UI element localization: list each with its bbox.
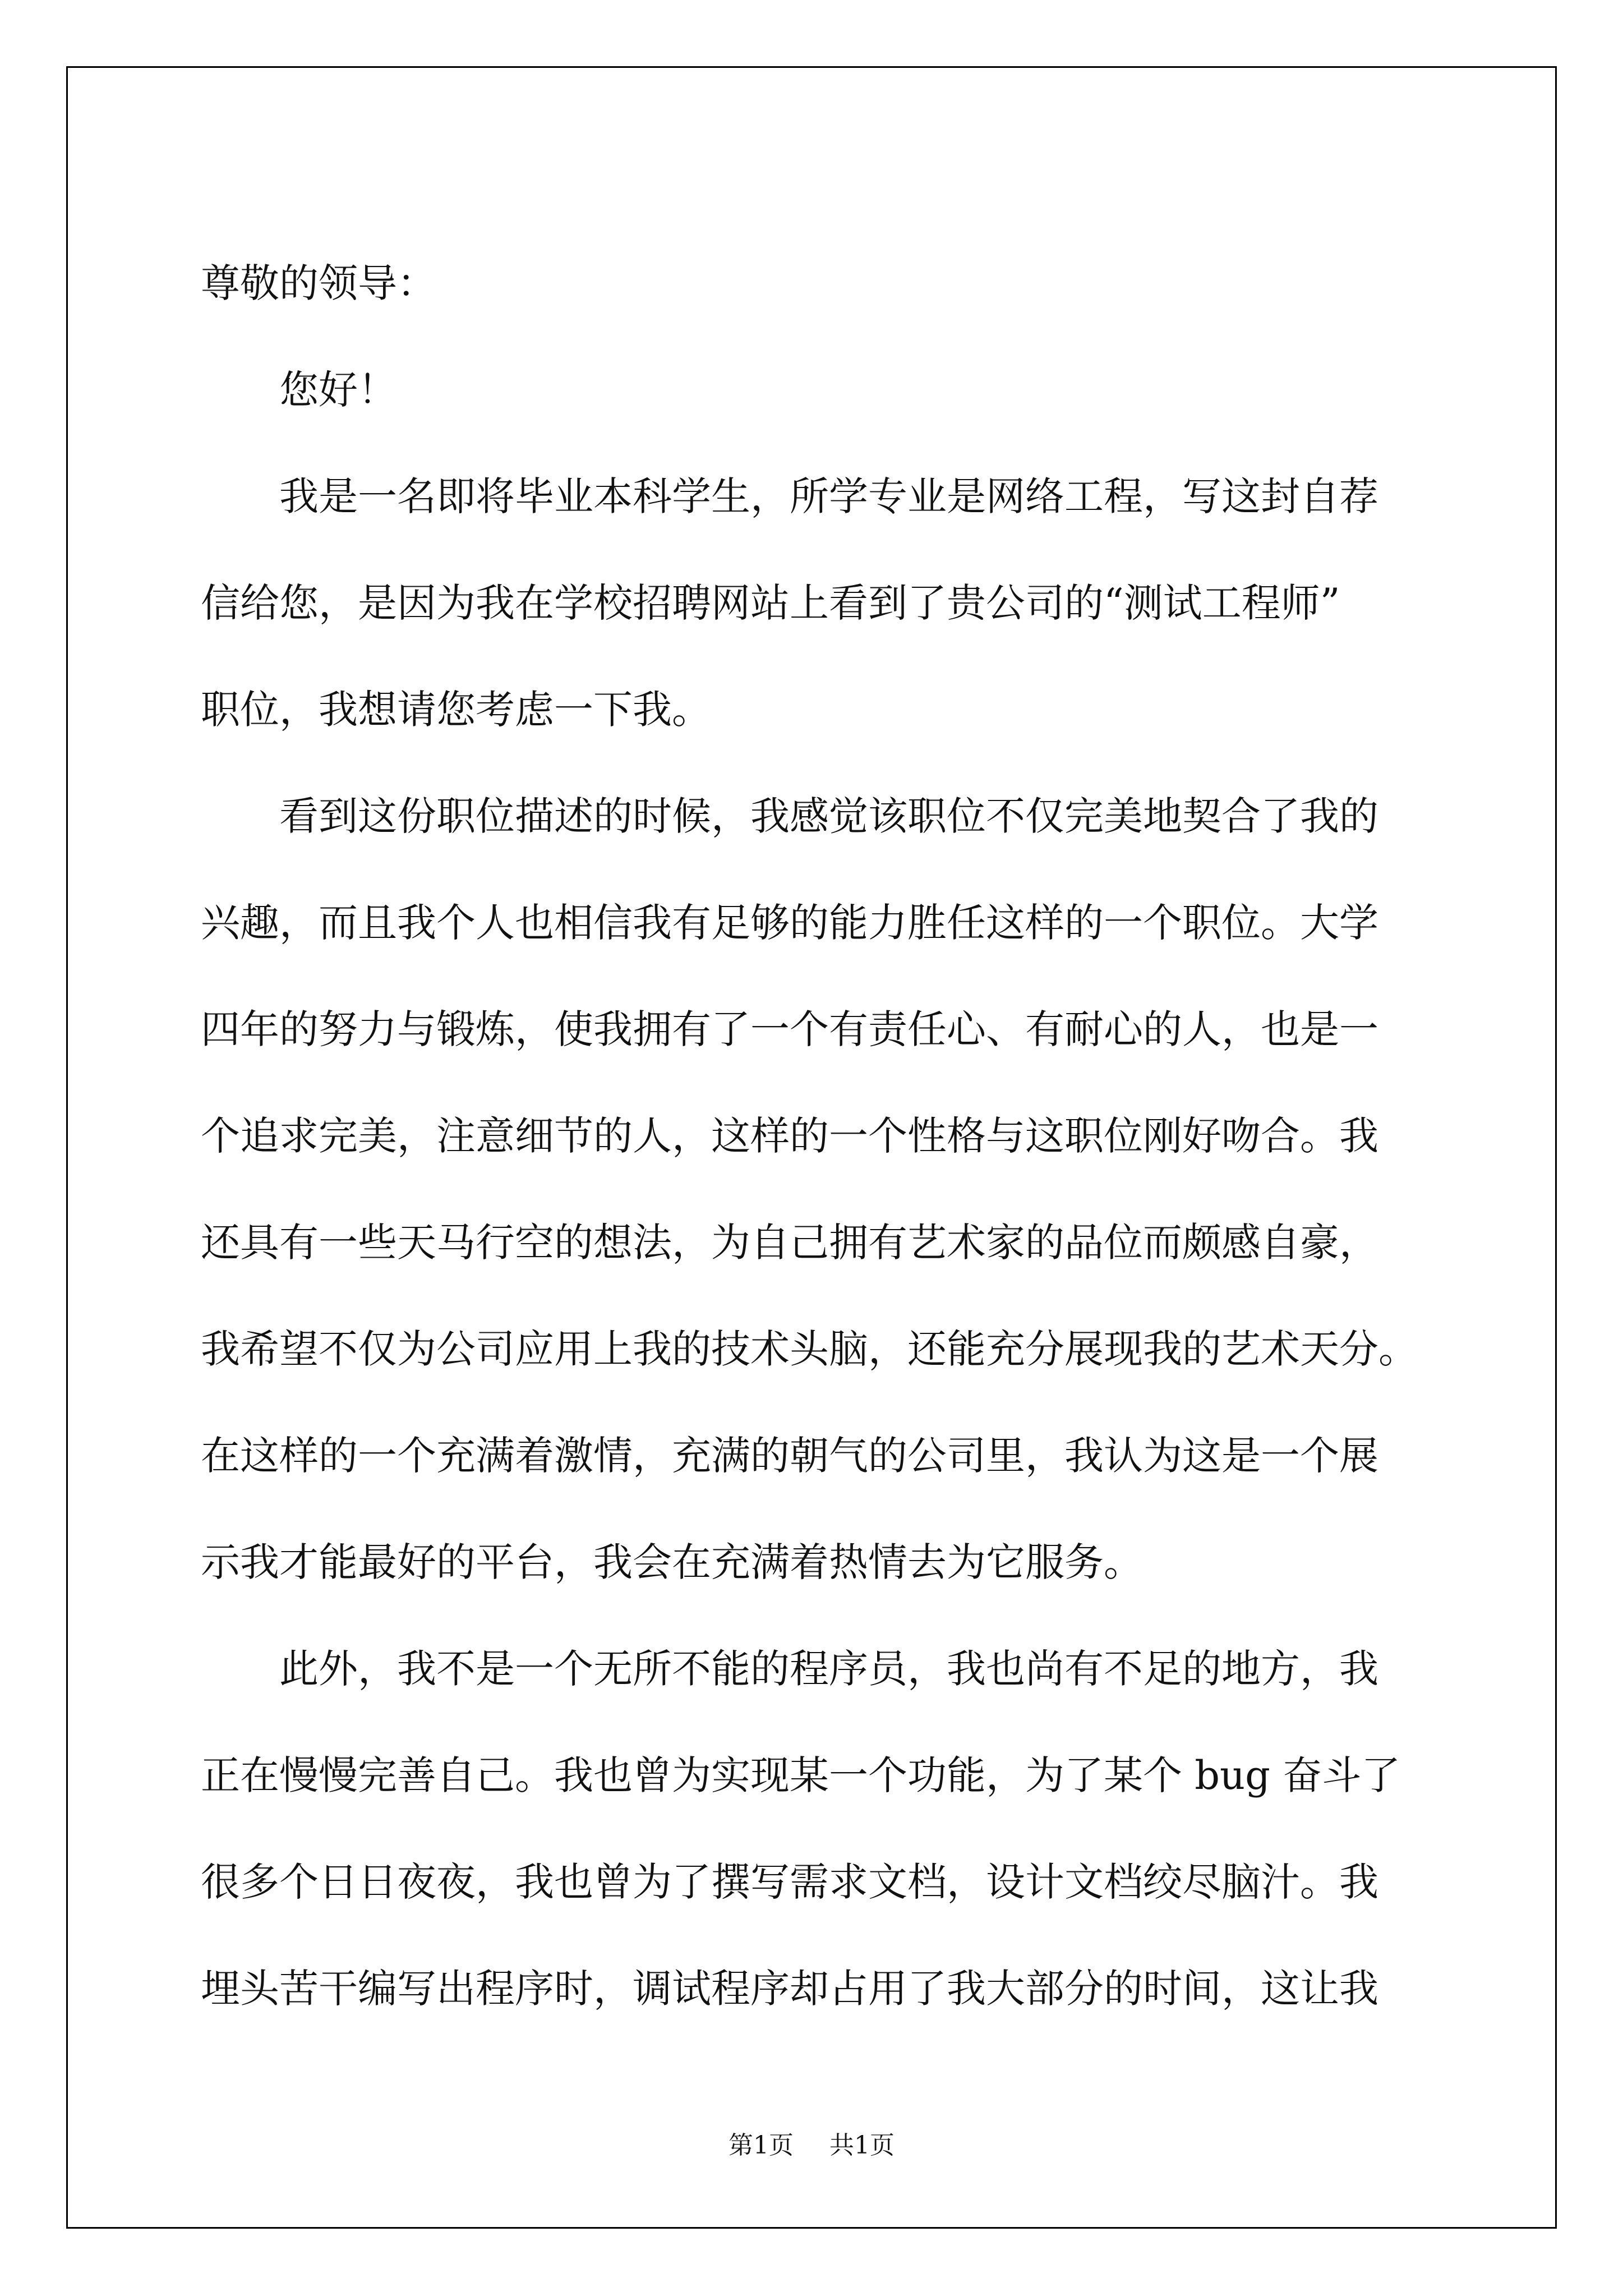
text-line: 信给您，是因为我在学校招聘网站上看到了贵公司的“测试工程师” [201, 580, 1340, 626]
text-line: 此外，我不是一个无所不能的程序员，我也尚有不足的地方，我 [279, 1646, 1378, 1692]
page-number: 第1页 [728, 2131, 794, 2160]
text-line: 我是一名即将毕业本科学生，所学专业是网络工程，写这封自荐 [279, 473, 1378, 519]
text-line: 职位，我想请您考虑一下我。 [201, 687, 711, 733]
greeting: 您好！ [279, 367, 397, 413]
text-line: 很多个日日夜夜，我也曾为了撰写需求文档，设计文档绞尽脑汁。我 [201, 1859, 1378, 1905]
page-footer [0, 2125, 1623, 2161]
text-line: 四年的努力与锻炼，使我拥有了一个有责任心、有耐心的人，也是一 [201, 1006, 1378, 1052]
text-line: 在这样的一个充满着激情，充满的朝气的公司里，我认为这是一个展 [201, 1433, 1378, 1479]
text-line: 我希望不仅为公司应用上我的技术头脑，还能充分展现我的艺术天分。 [201, 1326, 1418, 1372]
salutation: 尊敬的领导： [201, 260, 436, 306]
text-line: 看到这份职位描述的时候，我感觉该职位不仅完美地契合了我的 [279, 793, 1378, 839]
text-line: 兴趣，而且我个人也相信我有足够的能力胜任这样的一个职位。大学 [201, 900, 1378, 946]
text-line: 个追求完美，注意细节的人，这样的一个性格与这职位刚好吻合。我 [201, 1113, 1378, 1159]
text-line: 还具有一些天马行空的想法，为自己拥有艺术家的品位而颇感自豪， [201, 1220, 1378, 1266]
page-total: 共1页 [829, 2131, 895, 2160]
text-line: 埋头苦干编写出程序时，调试程序却占用了我大部分的时间，这让我 [201, 1966, 1378, 2012]
text-line: 正在慢慢完善自己。我也曾为实现某一个功能，为了某个 bug 奋斗了 [201, 1752, 1401, 1798]
letter-body [201, 230, 1435, 2042]
text-line: 示我才能最好的平台，我会在充满着热情去为它服务。 [201, 1539, 1143, 1585]
